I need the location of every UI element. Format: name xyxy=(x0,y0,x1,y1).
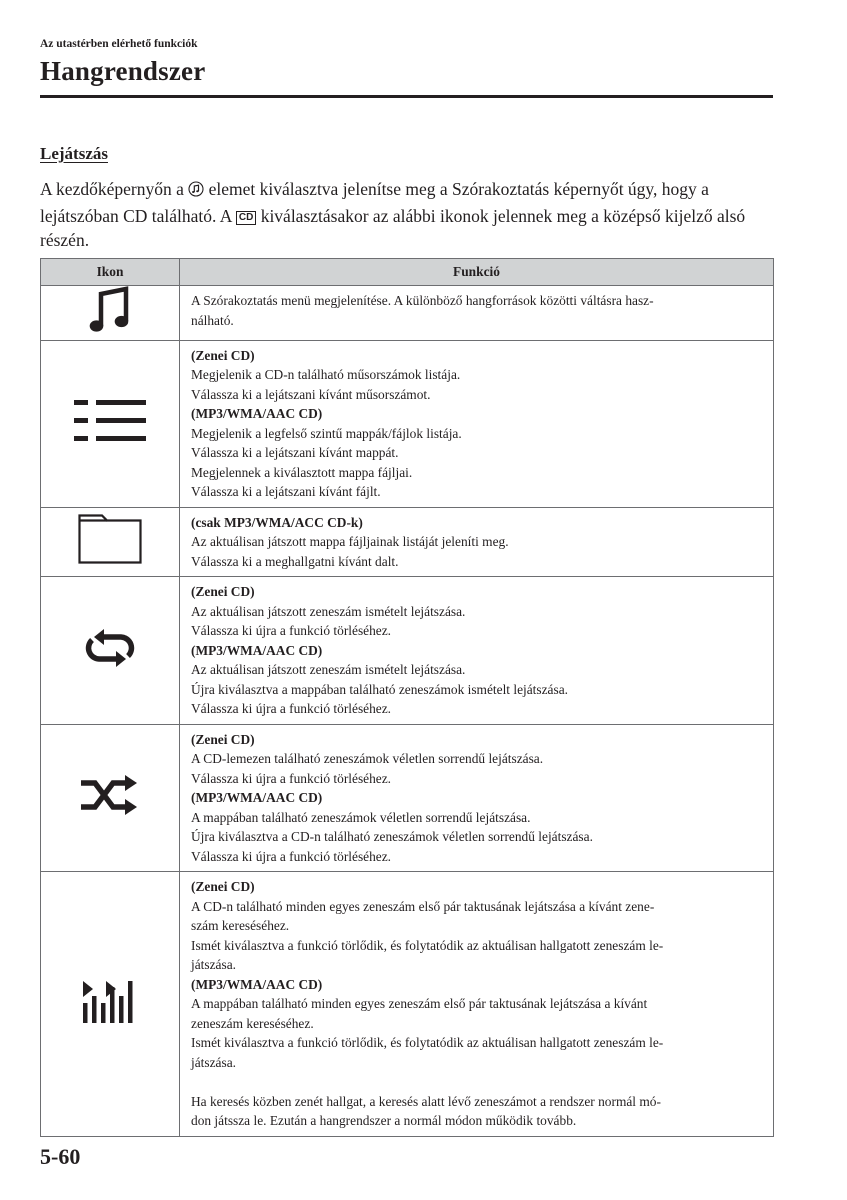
intro-paragraph xyxy=(40,177,780,253)
function-line: Válassza ki újra a funkció törléséhez. xyxy=(191,701,392,716)
function-cell xyxy=(180,724,774,872)
page-number: 5-60 xyxy=(40,1144,81,1169)
function-line: Ismét kiválasztva a funkció törlődik, és folytatódik az aktuálisan hallgatott zeneszám le- xyxy=(191,937,664,953)
function-line: Az aktuálisan játszott zeneszám ismételt lejátszása. xyxy=(191,603,466,619)
header-function: Funkció xyxy=(180,259,774,286)
table-row xyxy=(41,507,774,577)
list-icon xyxy=(74,400,146,448)
intro-text-1: A kezdőképernyőn a xyxy=(40,179,189,199)
function-line: Válassza ki a meghallgatni kívánt dalt. xyxy=(191,553,399,569)
function-cell xyxy=(180,507,774,577)
section-label: Az utastérben elérhető funkciók xyxy=(40,38,198,50)
function-line: A Szórakoztatás menü megjelenítése. A különböző hangforrások közötti váltásra hasz- xyxy=(191,293,654,308)
icon-cell xyxy=(41,286,180,341)
function-line: (csak MP3/WMA/ACC CD-k) xyxy=(191,514,363,530)
function-line: A CD-lemezen található zeneszámok véletlen sorrendű lejátszása. xyxy=(191,751,544,766)
icon-cell xyxy=(41,507,180,577)
icon-cell xyxy=(41,724,180,872)
function-line: A CD-n található minden egyes zeneszám első pár taktusának lejátszása a kívánt zene- xyxy=(191,898,655,914)
table-row xyxy=(41,286,774,341)
function-line: (MP3/WMA/AAC CD) xyxy=(191,406,323,421)
function-line: játszása. xyxy=(191,1054,236,1070)
function-line: (MP3/WMA/AAC CD) xyxy=(191,790,323,805)
function-line: (Zenei CD) xyxy=(191,347,255,363)
function-line: (Zenei CD) xyxy=(191,731,255,747)
function-line: (Zenei CD) xyxy=(191,879,255,894)
function-cell xyxy=(180,286,774,341)
function-line: szám kereséséhez. xyxy=(191,918,290,933)
function-line: zeneszám kereséséhez. xyxy=(191,1015,314,1031)
function-line: Ha keresés közben zenét hallgat, a keresés alatt lévő zeneszámot a rendszer normál mó- xyxy=(191,1093,661,1109)
repeat-icon xyxy=(82,628,138,674)
icon-cell xyxy=(41,872,180,1137)
function-line: Válassza ki újra a funkció törléséhez. xyxy=(191,848,392,864)
function-line: Válassza ki a lejátszani kívánt fájlt. xyxy=(191,484,381,499)
function-line: (MP3/WMA/AAC CD) xyxy=(191,642,323,658)
music-note-circle-icon xyxy=(188,179,204,204)
function-line: don játssza le. Ezután a hangrendszer a normál módon működik tovább. xyxy=(191,1113,577,1128)
function-line: Válassza ki újra a funkció törléséhez. xyxy=(191,623,392,638)
table-row xyxy=(41,340,774,507)
function-line: Megjelennek a kiválasztott mappa fájljai. xyxy=(191,464,413,480)
table-row xyxy=(41,872,774,1137)
function-line: A mappában található minden egyes zeneszám első pár taktusának lejátszása a kívánt xyxy=(191,996,648,1011)
function-line: Válassza ki a lejátszani kívánt mappát. xyxy=(191,445,399,460)
intro-text-2: elemet kiválasztva jelenítse meg a Szórakoztatás képernyőt úgy, hogy a lejátszóban CD található. A xyxy=(40,179,709,226)
table-row xyxy=(41,724,774,872)
function-cell xyxy=(180,872,774,1137)
table-row xyxy=(41,577,774,725)
function-line: Az aktuálisan játszott mappa fájljainak listáját jeleníti meg. xyxy=(191,534,509,549)
function-cell xyxy=(180,340,774,507)
function-line: nálható. xyxy=(191,312,234,328)
function-line: Válassza ki a lejátszani kívánt műsorszámot. xyxy=(191,386,431,402)
intro-text-3: kiválasztásakor az alábbi ikonok jelennek meg a középső kijelző alsó részén. xyxy=(40,205,746,250)
function-line: (MP3/WMA/AAC CD) xyxy=(191,976,323,992)
function-line: Ismét kiválasztva a funkció törlődik, és folytatódik az aktuálisan hallgatott zeneszám le- xyxy=(191,1035,664,1050)
function-line: Megjelenik a legfelső szintű mappák/fájlok listája. xyxy=(191,425,462,441)
blank-line xyxy=(191,1072,757,1092)
function-line: Az aktuálisan játszott zeneszám ismételt lejátszása. xyxy=(191,662,466,677)
function-line: Válassza ki újra a funkció törléséhez. xyxy=(191,770,392,786)
page-title: Hangrendszer xyxy=(40,56,206,86)
folder-icon xyxy=(78,514,142,570)
table-header-row xyxy=(41,259,774,286)
title-rule xyxy=(40,95,773,98)
music-note-icon xyxy=(88,286,132,340)
function-line: (Zenei CD) xyxy=(191,584,255,599)
function-cell xyxy=(180,577,774,725)
subheading: Lejátszás xyxy=(40,144,108,163)
function-line: A mappában található zeneszámok véletlen sorrendű lejátszása. xyxy=(191,809,531,825)
function-line: játszása. xyxy=(191,957,236,972)
icon-cell xyxy=(41,577,180,725)
header-icon: Ikon xyxy=(41,259,180,286)
cd-badge: CD xyxy=(236,211,256,225)
function-table xyxy=(40,258,774,1137)
icon-cell xyxy=(41,340,180,507)
function-line: Megjelenik a CD-n található műsorszámok listája. xyxy=(191,367,461,382)
function-line: Újra kiválasztva a mappában található zeneszámok ismételt lejátszása. xyxy=(191,681,569,697)
function-line: Újra kiválasztva a CD-n található zeneszámok véletlen sorrendű lejátszása. xyxy=(191,829,593,844)
shuffle-icon xyxy=(79,774,141,822)
scan-icon xyxy=(82,979,138,1029)
